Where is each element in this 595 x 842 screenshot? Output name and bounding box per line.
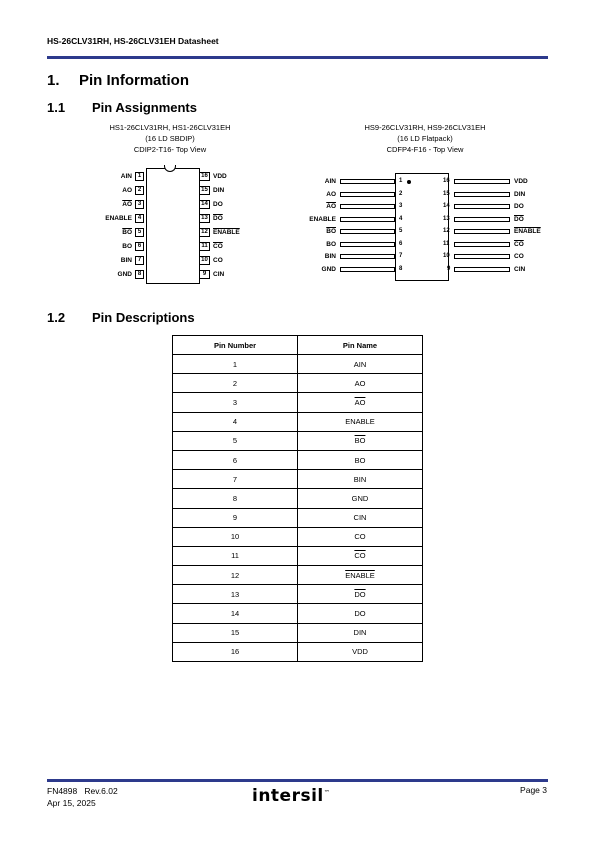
subsection-number: 1.1: [47, 100, 66, 115]
pin-number: 5: [399, 228, 403, 234]
pin-name-cell: [298, 374, 423, 393]
pin-number: 4: [399, 215, 403, 222]
table-row: [173, 355, 423, 374]
pin-lead: [454, 217, 510, 222]
pin-number: 13: [199, 214, 210, 223]
flatpack-right-pin: [0, 265, 560, 274]
page-number: Page 3: [520, 785, 547, 795]
subsection-title: Pin Assignments: [92, 100, 197, 115]
footer-left: [47, 785, 118, 809]
table-row: [173, 470, 423, 489]
document-title: HS-26CLV31RH, HS-26CLV31EH Datasheet: [47, 36, 219, 46]
pin-label: AIN: [324, 178, 336, 185]
pin-name: $\overline{BO}$: [354, 436, 366, 446]
pin-name: $\overline{CO}$: [354, 551, 366, 561]
table-row: [173, 450, 423, 469]
pin-name-cell: [298, 527, 423, 546]
pin-label: GND: [321, 265, 336, 273]
caption-line: HS9-26CLV31RH, HS9-26CLV31EH: [364, 123, 486, 132]
pin-name: DO: [354, 609, 366, 619]
pin-label: VDD: [213, 173, 227, 180]
pin-label: DO: [514, 203, 524, 210]
pin-label: DIN: [514, 190, 526, 198]
flatpack-right-pin: [0, 227, 560, 236]
pin-lead: [454, 267, 510, 272]
pin-lead: [454, 254, 510, 259]
pin-label: CIN: [213, 271, 225, 278]
pin-number: 15: [443, 190, 450, 197]
pin-number-cell: 13: [173, 585, 298, 604]
pin-label: DO: [213, 201, 223, 208]
pin-label: $\overline{CO}$: [514, 240, 524, 248]
caption-line: (16 LD Flatpack): [397, 134, 453, 143]
pin-lead: [454, 229, 510, 234]
table-row: [173, 412, 423, 431]
pin-name: AO: [354, 378, 366, 388]
caption-line: CDIP2-T16- Top View: [133, 145, 207, 154]
pin-number: 9: [199, 270, 210, 279]
pin-name-cell: [298, 566, 423, 585]
pin-name-cell: [298, 604, 423, 623]
header-rule: [47, 56, 548, 59]
pin-label: $\overline{DO}$: [213, 215, 223, 222]
subsection-number: 1.2: [47, 310, 66, 325]
pin-label: BO: [122, 243, 132, 250]
pin-number: 8: [135, 270, 144, 279]
pin-name: CIN: [353, 513, 367, 523]
column-header: Pin Number: [173, 336, 298, 355]
pin-label: GND: [117, 271, 132, 278]
pin-label: VDD: [514, 178, 528, 185]
pin-lead: [454, 242, 510, 247]
pin-number: 14: [199, 200, 210, 209]
table-row: [173, 585, 423, 604]
flatpack-right-pin: [0, 177, 560, 186]
caption-line: (16 LD SBDIP): [145, 134, 195, 143]
table-header-row: [173, 336, 423, 355]
pin-number-cell: 10: [173, 527, 298, 546]
pin-number: 13: [443, 215, 450, 222]
pin-label: $\overline{AO}$: [326, 203, 336, 210]
logo-text: intersil: [252, 786, 324, 806]
pin-name: BO: [354, 455, 366, 465]
pin-name: CO: [354, 532, 366, 542]
pin-name-cell: [298, 355, 423, 374]
pin-label: BIN: [324, 253, 336, 260]
pin-number: 10: [199, 256, 210, 265]
flatpack-right-pin: [0, 202, 560, 211]
pin-number-cell: 15: [173, 623, 298, 642]
left-package-caption: [90, 122, 250, 155]
pin-name: $\overline{AO}$: [354, 397, 366, 407]
pin-name-cell: [298, 412, 423, 431]
flatpack-right-pin: [0, 240, 560, 249]
pin-label: CO: [514, 253, 524, 260]
pin-number: 5: [135, 228, 144, 237]
pin-number: 2: [399, 190, 403, 197]
table-row: [173, 642, 423, 661]
table-row: [173, 508, 423, 527]
pin-number-cell: 12: [173, 566, 298, 585]
intersil-logo: [252, 786, 330, 806]
pin-number-cell: 5: [173, 431, 298, 450]
pin-number: 10: [443, 253, 450, 259]
caption-line: CDFP4-F16 - Top View: [386, 145, 464, 154]
table-row: [173, 623, 423, 642]
table-row: [173, 374, 423, 393]
pin-number: 7: [135, 256, 144, 265]
pin-name-cell: [298, 393, 423, 412]
pin-label: ENABLE: [213, 229, 240, 236]
pin-number: 11: [443, 240, 450, 247]
table-row: [173, 566, 423, 585]
pin-number-cell: 9: [173, 508, 298, 527]
pin-name-cell: [298, 546, 423, 565]
table-row: [173, 546, 423, 565]
pin-number: 15: [199, 186, 210, 195]
pin-name: BIN: [353, 474, 367, 484]
pin-label: $\overline{BO}$: [122, 229, 132, 236]
pin-lead: [454, 192, 510, 197]
pin-number-cell: 11: [173, 546, 298, 565]
pin-name-cell: [298, 470, 423, 489]
table-row: [173, 527, 423, 546]
pin-name: GND: [351, 493, 369, 503]
pin-label: AIN: [120, 173, 132, 180]
document-date: Apr 15, 2025: [47, 798, 96, 808]
pin-number: 9: [447, 265, 451, 272]
pin-number: 8: [399, 265, 403, 272]
pin-name-cell: [298, 623, 423, 642]
pin-number: 3: [135, 200, 144, 209]
section-number: 1.: [47, 72, 60, 89]
pin-number: 6: [135, 242, 144, 251]
pin-name: ENABLE: [345, 417, 375, 427]
trademark-mark: ™: [323, 789, 331, 797]
pin-number-cell: 3: [173, 393, 298, 412]
pin-label: CO: [213, 257, 223, 264]
pin-label: AO: [122, 187, 132, 194]
table-row: [173, 604, 423, 623]
pin-name: DIN: [353, 628, 367, 638]
pin-number: 11: [199, 242, 210, 251]
pin-number: 6: [399, 240, 403, 247]
table-row: [173, 431, 423, 450]
pin-number: 7: [399, 253, 403, 259]
pin-label: BO: [326, 240, 336, 248]
flatpack-right-pin: [0, 215, 560, 224]
pin-label: ENABLE: [514, 228, 541, 235]
pin-name-cell: [298, 450, 423, 469]
pin-label: $\overline{CO}$: [213, 243, 223, 250]
pin-number: 14: [443, 203, 450, 209]
pin-number: 2: [135, 186, 144, 195]
pin-number: 12: [443, 228, 450, 234]
pin-label: CIN: [514, 265, 526, 273]
pin-name: AIN: [353, 359, 367, 369]
footer-rule: [47, 779, 548, 782]
pin-number: 1: [399, 178, 403, 184]
pin-number: 3: [399, 203, 403, 209]
pin-name-cell: [298, 508, 423, 527]
pin-number-cell: 4: [173, 412, 298, 431]
pin-label: $\overline{DO}$: [514, 215, 524, 223]
pin-label: BIN: [120, 257, 132, 264]
pin-name: $\overline{DO}$: [354, 589, 366, 599]
pin-label: DIN: [213, 187, 225, 194]
pin-label: $\overline{AO}$: [122, 201, 132, 208]
flatpack-right-pin: [0, 190, 560, 199]
document-id: FN4898 Rev.6.02: [47, 786, 118, 796]
caption-line: HS1-26CLV31RH, HS1-26CLV31EH: [109, 123, 231, 132]
pin-number-cell: 2: [173, 374, 298, 393]
pin-number-cell: 1: [173, 355, 298, 374]
pin-name: ENABLE: [345, 570, 375, 580]
pin-number: 1: [135, 172, 144, 181]
table-row: [173, 489, 423, 508]
pin-name-cell: [298, 642, 423, 661]
pin-number-cell: 8: [173, 489, 298, 508]
pin-number-cell: 14: [173, 604, 298, 623]
pin-number: 4: [135, 214, 144, 223]
table-row: [173, 393, 423, 412]
section-title: Pin Information: [79, 72, 189, 89]
pin-number: 16: [199, 172, 210, 181]
pin-number-cell: 7: [173, 470, 298, 489]
pin-name-cell: [298, 431, 423, 450]
pin-label: AO: [326, 190, 336, 198]
right-package-caption: [345, 122, 505, 155]
pin-number-cell: 6: [173, 450, 298, 469]
pin-label: $\overline{BO}$: [326, 228, 336, 235]
pin-name-cell: [298, 585, 423, 604]
pin-lead: [454, 204, 510, 209]
pin-lead: [454, 179, 510, 184]
pin-name: VDD: [352, 647, 368, 657]
pin-label: ENABLE: [309, 215, 336, 223]
pin-number: 12: [199, 228, 210, 237]
subsection-title: Pin Descriptions: [92, 310, 195, 325]
pin-name-cell: [298, 489, 423, 508]
pin-number: 16: [443, 178, 450, 184]
flatpack-right-pin: [0, 252, 560, 261]
column-header: Pin Name: [298, 336, 423, 355]
pin-number-cell: 16: [173, 642, 298, 661]
pin-description-table: [172, 335, 423, 662]
pin-label: ENABLE: [105, 215, 132, 222]
